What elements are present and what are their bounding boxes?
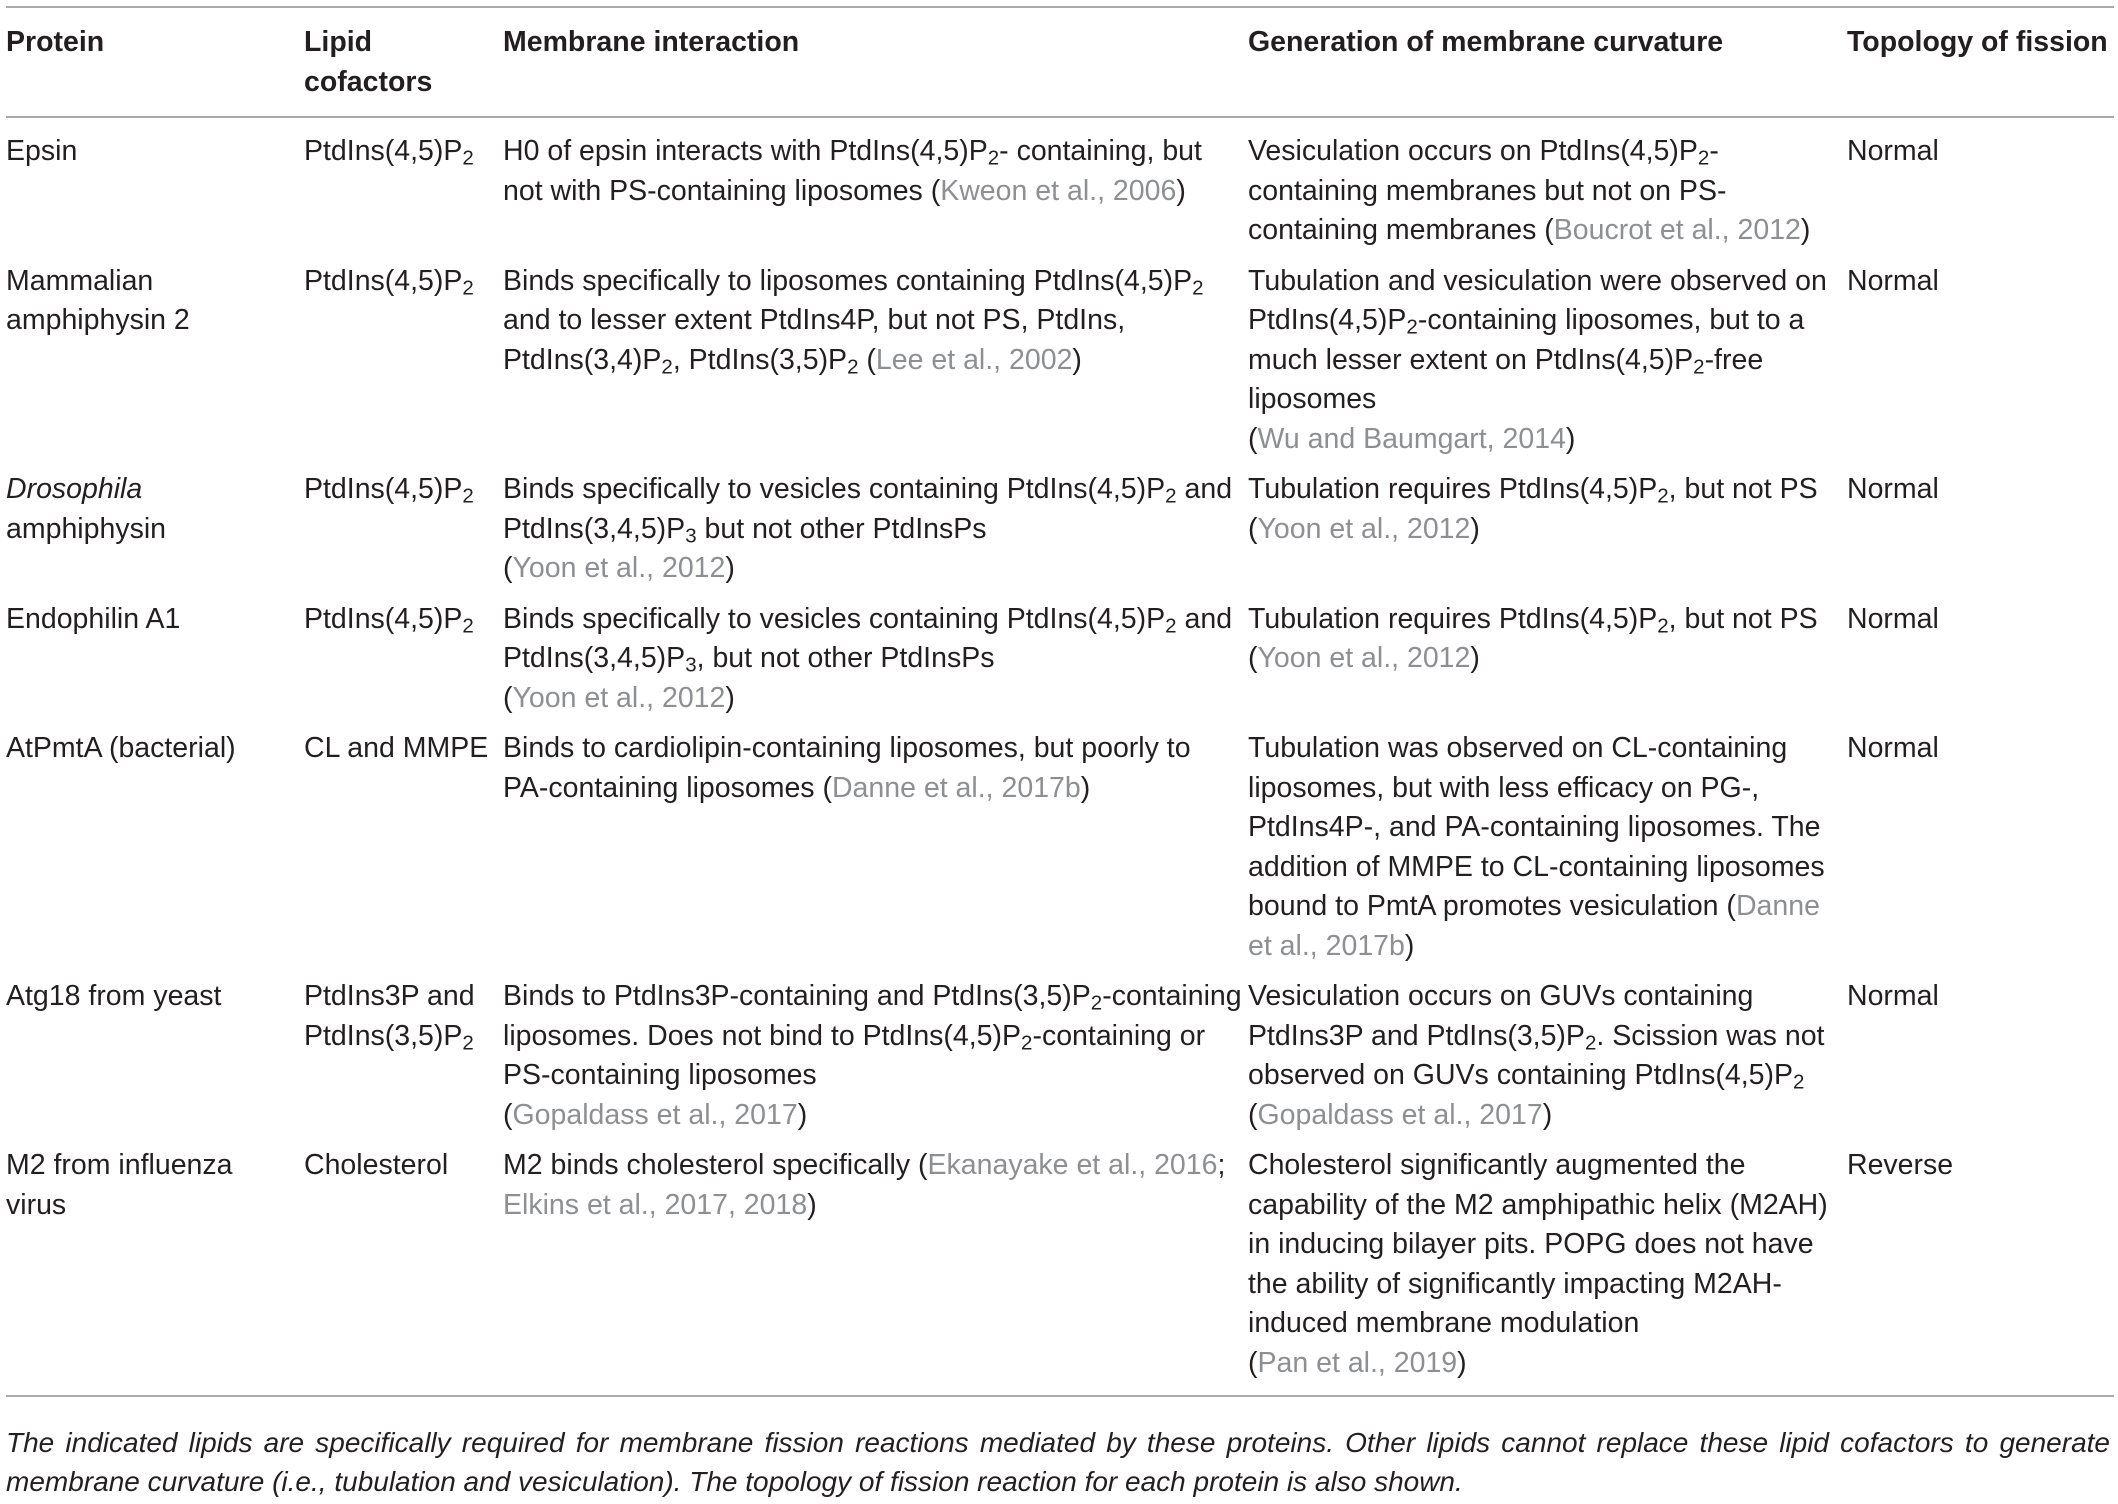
cell-topology: Normal <box>1847 732 1939 764</box>
cell-membrane-interaction: Binds specifically to vesicles containing $PtdIns(4,5)P_2$ and $PtdIns(3,4,5)P_3$, but not other PtdInsPs (Yoon et al., 2012) <box>503 602 1233 714</box>
cell-topology: Normal <box>1847 264 1939 297</box>
species-name: Drosophila <box>6 473 143 505</box>
citation: Lee et al., 2002 <box>875 343 1073 376</box>
lipid-cofactor-table <box>6 6 2114 1397</box>
subscript: 2 <box>1165 484 1177 508</box>
subscript: 2 <box>462 484 474 508</box>
cell-membrane-interaction: M2 binds cholesterol specifically (Ekanayake et al., 2016; Elkins et al., 2017, 2018) <box>503 1138 1248 1396</box>
cell-topology: Normal <box>1847 473 1939 505</box>
citation: Kweon et al., 2006 <box>940 174 1177 207</box>
citation: Ekanayake et al., 2016 <box>927 1149 1218 1181</box>
cell-membrane-interaction: H0 of epsin interacts with $PtdIns(4,5)P_2-$ containing, but not with PS-containing liposomes (Kweon et al., 2006) <box>503 135 1202 207</box>
table-row <box>6 721 2114 969</box>
subscript: 2 <box>1792 1070 1805 1094</box>
subscript: 2 <box>1090 991 1103 1015</box>
subscript: 3 <box>685 524 697 547</box>
subscript: 2 <box>462 276 474 299</box>
citation: Gopaldass et al., 2017 <box>1257 1098 1543 1131</box>
subscript: 2 <box>462 614 474 637</box>
cell-membrane-curvature: Tubulation and vesiculation were observed on $PtdIns(4,5)P_2$-containing liposomes, but to a much lesser extent on $PtdIns(4,5)P_2$-free liposomes (Wu and Baumgart, 2014) <box>1248 264 1827 455</box>
cell-topology: Normal <box>1847 980 1939 1012</box>
cell-membrane-interaction: Binds specifically to liposomes containing $PtdIns(4,5)P_2$ and to lesser extent PtdIns4P, but not PS, PtdIns, $PtdIns(3,4)P_2$, $PtdIns(3,5)P_2$ (Lee et al., 2002) <box>503 264 1204 378</box>
cell-protein: M2 from influenza virus <box>6 1138 304 1396</box>
cell-protein: Drosophila amphiphysin <box>6 473 167 545</box>
header-membrane-curvature: Generation of membrane curvature <box>1248 7 1847 117</box>
cell-membrane-interaction: Binds to cardiolipin-containing liposomes, but poorly to PA-containing liposomes (Danne et al., 2017b) <box>503 732 1191 804</box>
cell-membrane-interaction: Binds to PtdIns3P-containing and $PtdIns(3,5)P_2$-containing liposomes. Does not bind to $PtdIns(4,5)P_2$-containing or PS-containing liposomes (Gopaldass et al., 2017) <box>503 980 1242 1131</box>
cell-membrane-curvature: Tubulation was observed on CL-containing liposomes, but with less efficacy on PG-, PtdIns4P-, and PA-containing liposomes. The addition of MMPE to CL-containing liposomes bound to PmtA promotes vesiculation (Danne et al., 2017b) <box>1248 732 1825 962</box>
header-row <box>6 7 2114 117</box>
table-row <box>6 254 2114 463</box>
subscript: 2 <box>1406 315 1418 339</box>
subscript: 2 <box>661 355 673 378</box>
cell-lipid-cofactors: $PtdIns(4,5)P_2$ <box>304 135 474 170</box>
cell-topology: Normal <box>1847 135 1939 167</box>
citation: Yoon et al., 2012 <box>512 552 726 584</box>
header-lipid-cofactors: Lipid cofactors <box>304 7 503 117</box>
subscript: 2 <box>847 355 859 378</box>
table-row <box>6 592 2114 722</box>
subscript: 3 <box>685 653 697 677</box>
cell-membrane-interaction: Binds specifically to vesicles containing $PtdIns(4,5)P_2$ and $PtdIns(3,4,5)P_3$ but not other PtdInsPs (Yoon et al., 2012) <box>503 473 1233 584</box>
subscript: 2 <box>1657 484 1669 508</box>
cell-membrane-curvature: Tubulation requires $PtdIns(4,5)P_2$, but not PS (Yoon et al., 2012) <box>1248 473 1818 545</box>
cell-protein: Mammalian amphiphysin 2 <box>6 264 190 336</box>
subscript: 2 <box>987 146 1000 170</box>
subscript: 2 <box>462 1031 474 1054</box>
citation: Pan et al., 2019 <box>1257 1346 1458 1379</box>
cell-protein: Epsin <box>6 135 78 167</box>
cell-protein: AtPmtA (bacterial) <box>6 732 236 764</box>
cell-membrane-curvature: Vesiculation occurs on GUVs containing PtdIns3P and $PtdIns(3,5)P_2$. Scission was not observed on GUVs containing $PtdIns(4,5)P_2$ (Gopaldass et al., 2017) <box>1248 980 1825 1131</box>
table-header <box>6 7 2114 117</box>
subscript: 2 <box>1657 614 1669 637</box>
citation: Yoon et al., 2012 <box>512 681 726 714</box>
subscript: 2 <box>1192 276 1204 299</box>
subscript: 2 <box>1693 355 1705 378</box>
cell-topology: Reverse <box>1847 1138 2114 1396</box>
subscript: 2 <box>1021 1031 1033 1054</box>
table-row <box>6 117 2114 254</box>
subscript: 2 <box>462 146 474 170</box>
cell-lipid-cofactors: PtdIns3P and $PtdIns(3,5)P_2$ <box>304 980 475 1054</box>
header-topology-of-fission: Topology of fission <box>1847 7 2114 117</box>
table-row <box>6 462 2114 592</box>
citation: Yoon et al., 2012 <box>1257 642 1471 674</box>
subscript: 2 <box>1165 614 1177 637</box>
table-body <box>6 117 2114 1396</box>
citation: Yoon et al., 2012 <box>1257 512 1471 545</box>
cell-protein: Atg18 from yeast <box>6 980 222 1012</box>
header-membrane-interaction: Membrane interaction <box>503 7 1248 117</box>
table-row <box>6 969 2114 1138</box>
cell-membrane-curvature: Cholesterol significantly augmented the capability of the M2 amphipathic helix (M2AH) in inducing bilayer pits. POPG does not have the ability of significantly impacting M2AH-induced membrane modulation (Pan et al., 2019) <box>1248 1138 1847 1396</box>
subscript: 2 <box>1697 146 1710 170</box>
cell-lipid-cofactors: $PtdIns(4,5)P_2$ <box>304 602 474 637</box>
cell-topology: Normal <box>1847 602 1939 635</box>
citation: Danne et al., 2017b <box>1248 890 1820 962</box>
cell-protein: Endophilin A1 <box>6 602 181 635</box>
citation: Elkins et al., 2017, 2018 <box>503 1188 808 1221</box>
citation: Boucrot et al., 2012 <box>1553 214 1801 246</box>
cell-lipid-cofactors: $PtdIns(4,5)P_2$ <box>304 264 474 299</box>
citation: Gopaldass et al., 2017 <box>512 1098 798 1131</box>
citation: Wu and Baumgart, 2014 <box>1257 422 1566 455</box>
cell-lipid-cofactors: CL and MMPE <box>304 732 489 764</box>
cell-membrane-curvature: Vesiculation occurs on $PtdIns(4,5)P_2$-containing membranes but not on PS-containing membranes (Boucrot et al., 2012) <box>1248 135 1811 246</box>
table-footnote: The indicated lipids are specifically required for membrane fission reactions mediated by these proteins. Other lipids cannot replace these lipid cofactors to generate membrane curvature (i.e., tubulation and vesiculation). The topology of fission reaction for each protein is also shown. <box>6 1427 2110 1497</box>
table-row <box>6 1138 2114 1396</box>
cell-lipid-cofactors: Cholesterol <box>304 1138 503 1396</box>
subscript: 2 <box>1584 1031 1597 1054</box>
citation: Danne et al., 2017b <box>831 771 1081 804</box>
cell-lipid-cofactors: $PtdIns(4,5)P_2$ <box>304 473 474 508</box>
header-protein: Protein <box>6 7 304 117</box>
cell-membrane-curvature: Tubulation requires $PtdIns(4,5)P_2$, but not PS (Yoon et al., 2012) <box>1248 602 1818 674</box>
